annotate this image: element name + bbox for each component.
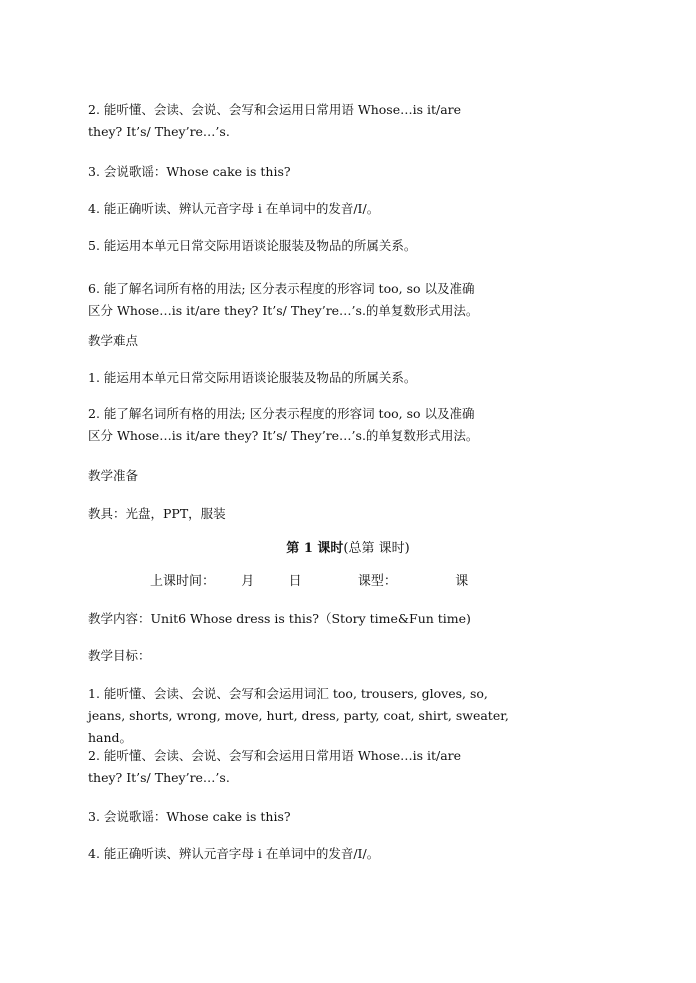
class-time-label: 上课时间：: [150, 574, 216, 589]
objective-item-6-line1: 6. 能了解名词所有格的用法; 区分表示程度的形容词 too, so 以及准确: [88, 281, 475, 296]
lesson-objective-1-line2: jeans, shorts, wrong, move, hurt, dress, party, coat, shirt, sweater, hand。: [88, 708, 509, 745]
lesson-type-label: 课型：: [357, 574, 397, 589]
lesson-objective-2-line2: they? It’s/ They’re…’s.: [88, 770, 230, 785]
lesson-title: [0, 538, 696, 560]
lesson-content: 教学内容：Unit6 Whose dress is this?（Story time&Fun time): [88, 611, 471, 626]
objectives-heading: 教学目标：: [88, 648, 151, 663]
lesson-objective-4: 4. 能正确听读、辨认元音字母 i 在单词中的发音/I/。: [88, 846, 380, 861]
objective-item-6: [88, 278, 528, 322]
day-label: 日: [288, 574, 302, 589]
difficulty-item-1: 1. 能运用本单元日常交际用语谈论服装及物品的所属关系。: [88, 370, 417, 385]
month-label: 月: [241, 574, 255, 589]
lesson-objective-2: [88, 745, 528, 789]
objective-item-2: [88, 99, 528, 143]
objective-item-4: 4. 能正确听读、辨认元音字母 i 在单词中的发音/I/。: [88, 201, 380, 216]
preparation-heading: 教学准备: [88, 468, 139, 483]
lesson-objective-1: [88, 683, 548, 749]
objective-item-2-line2: they? It’s/ They’re…’s.: [88, 124, 230, 139]
lesson-title-total: (总第 课时): [343, 541, 410, 556]
objective-item-6-line2: 区分 Whose…is it/are they? It’s/ They’re…’s.的单复数形式用法。: [88, 303, 479, 318]
lesson-objective-1-line1: 1. 能听懂、会读、会说、会写和会运用词汇 too, trousers, gloves, so,: [88, 686, 488, 701]
difficulty-item-2-line2: 区分 Whose…is it/are they? It’s/ They’re…’s.的单复数形式用法。: [88, 428, 479, 443]
lesson-type-suffix: 课: [455, 574, 469, 589]
objective-item-3: 3. 会说歌谣：Whose cake is this?: [88, 164, 291, 179]
lesson-objective-2-line1: 2. 能听懂、会读、会说、会写和会运用日常用语 Whose…is it/are: [88, 748, 462, 763]
difficulty-item-2: [88, 403, 528, 447]
difficulties-heading: 教学难点: [88, 333, 139, 348]
objective-item-5: 5. 能运用本单元日常交际用语谈论服装及物品的所属关系。: [88, 238, 417, 253]
lesson-meta: [150, 571, 468, 593]
preparation-tools: 教具：光盘，PPT，服装: [88, 506, 226, 521]
lesson-title-number: 第 1 课时: [286, 541, 344, 556]
objective-item-2-line1: 2. 能听懂、会读、会说、会写和会运用日常用语 Whose…is it/are: [88, 102, 462, 117]
difficulty-item-2-line1: 2. 能了解名词所有格的用法; 区分表示程度的形容词 too, so 以及准确: [88, 406, 475, 421]
lesson-objective-3: 3. 会说歌谣：Whose cake is this?: [88, 809, 291, 824]
